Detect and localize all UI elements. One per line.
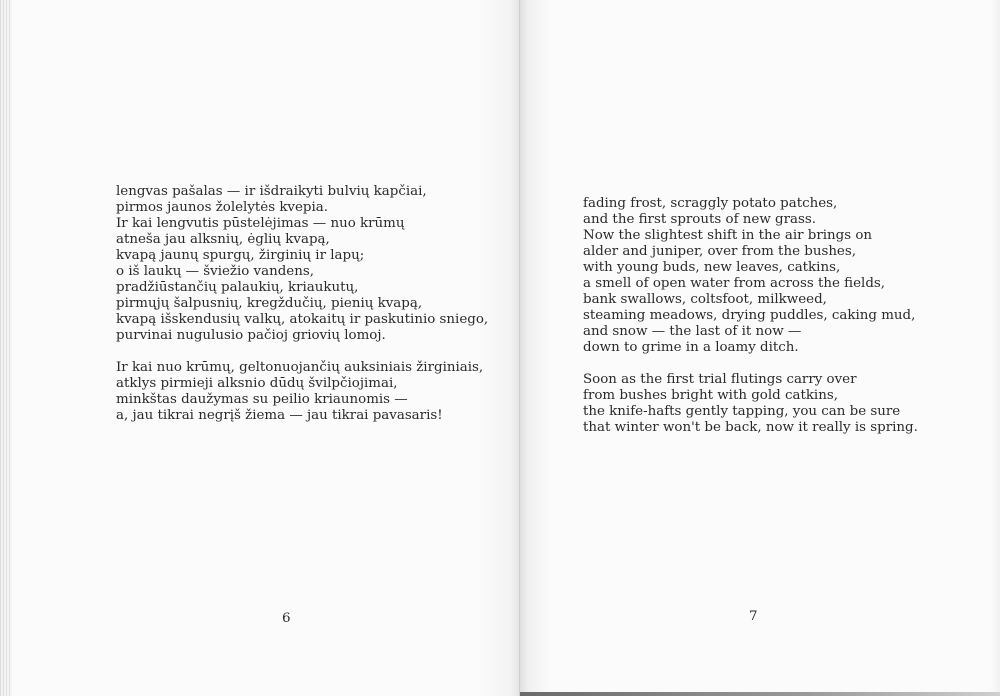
poem-line: Ir kai nuo krūmų, geltonuojančių auksiniais žirginiais, xyxy=(116,360,484,375)
poem-line: and the first sprouts of new grass. xyxy=(583,212,817,227)
poem-line: down to grime in a loamy ditch. xyxy=(583,340,799,355)
poem-line: atneša jau alksnių, ėglių kvapą, xyxy=(116,232,330,247)
poem-line: kvapą jaunų spurgų, žirginių ir lapų; xyxy=(116,248,365,263)
stanza xyxy=(583,196,918,356)
poem-line: a, jau tikrai negrįš žiema — jau tikrai pavasaris! xyxy=(116,408,443,423)
stanza xyxy=(116,184,488,344)
poem-line: Now the slightest shift in the air brings on xyxy=(583,228,873,243)
poem-line: steaming meadows, drying puddles, caking mud, xyxy=(583,308,916,323)
poem-line: pradžiūstančių palaukių, kriaukutų, xyxy=(116,280,359,295)
poem-line: fading frost, scraggly potato patches, xyxy=(583,196,838,211)
stanza xyxy=(116,360,488,424)
page-number: 6 xyxy=(282,611,291,626)
poem-line: minkštas daužymas su peilio kriaunomis — xyxy=(116,392,408,407)
poem-line: Ir kai lengvutis pūstelėjimas — nuo krūmų xyxy=(116,216,405,231)
poem-line: from bushes bright with gold catkins, xyxy=(583,388,838,403)
poem-line: pirmųjų šalpusnių, kregždučių, pienių kvapą, xyxy=(116,296,423,311)
poem-line: pirmos jaunos žolelytės kvepia. xyxy=(116,200,329,215)
english-poem xyxy=(583,196,918,436)
poem-line: o iš laukų — šviežio vandens, xyxy=(116,264,314,279)
lithuanian-poem xyxy=(116,184,488,424)
poem-line: a smell of open water from across the fields, xyxy=(583,276,886,291)
poem-line: alder and juniper, over from the bushes, xyxy=(583,244,856,259)
page-number: 7 xyxy=(749,609,758,624)
stanza xyxy=(583,372,918,436)
poem-line: and snow — the last of it now — xyxy=(583,324,802,339)
page-bottom-shadow xyxy=(520,692,1000,696)
poem-line: atklys pirmieji alksnio dūdų švilpčiojimai, xyxy=(116,376,398,391)
poem-line: the knife-hafts gently tapping, you can be sure xyxy=(583,404,901,419)
poem-line: Soon as the first trial flutings carry over xyxy=(583,372,857,387)
poem-line: kvapą išskendusių valkų, atokaitų ir paskutinio sniego, xyxy=(116,312,489,327)
page-edge-stack xyxy=(0,0,12,696)
poem-line: bank swallows, coltsfoot, milkweed, xyxy=(583,292,827,307)
poem-line: that winter won't be back, now it really is spring. xyxy=(583,420,918,435)
poem-line: purvinai nugulusio pačioj griovių lomoj. xyxy=(116,328,386,343)
right-page xyxy=(520,0,1000,696)
poem-line: lengvas pašalas — ir išdraikyti bulvių kapčiai, xyxy=(116,184,427,199)
poem-line: with young buds, new leaves, catkins, xyxy=(583,260,841,275)
